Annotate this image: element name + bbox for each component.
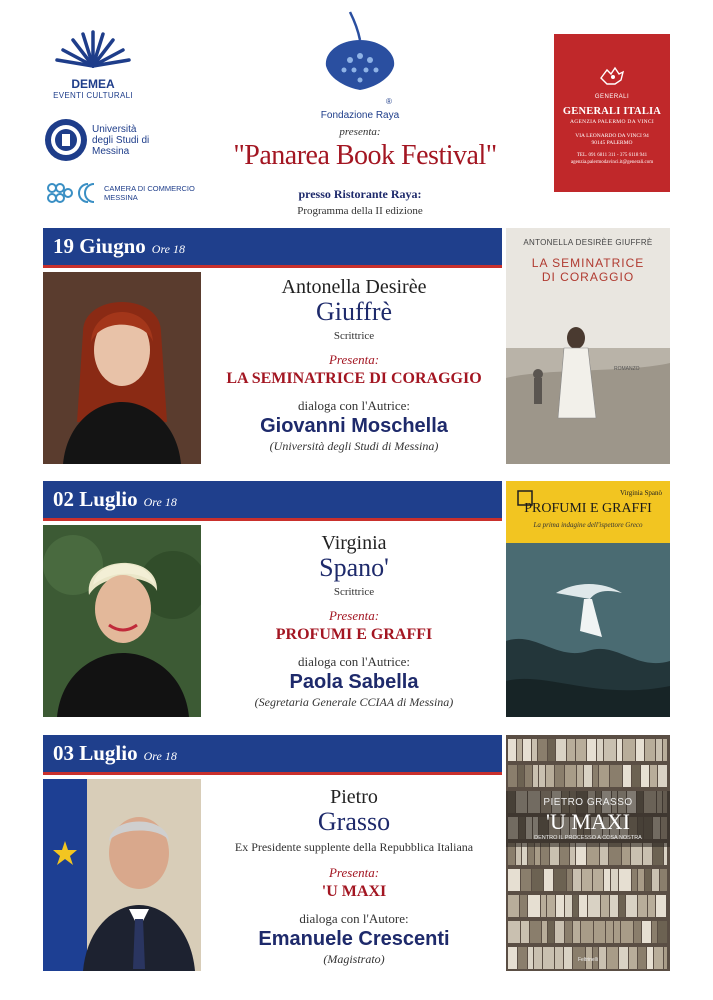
generali-brand: GENERALI	[594, 94, 630, 100]
author-last-name: Grasso	[317, 807, 391, 836]
moderator-affiliation: (Università degli Studi di Messina)	[269, 439, 439, 453]
registered-mark: ®	[386, 97, 392, 106]
demea-name: DEMEA	[71, 77, 115, 91]
event-date: 19 Giugno	[53, 234, 146, 258]
program-line: Programma della II edizione	[297, 205, 423, 217]
festival-title: "Panarea Book Festival"	[233, 140, 497, 171]
event-date: 03 Luglio	[53, 741, 138, 765]
venue-line: presso Ristorante Raya:	[298, 187, 422, 201]
event-info	[205, 786, 503, 967]
generali-sponsor-card	[554, 34, 670, 192]
university-line2: degli Studi di	[92, 134, 150, 146]
book-cover	[506, 228, 670, 464]
event-time: Ore 18	[143, 749, 177, 763]
dialoga-label: dialoga con l'Autrice:	[297, 398, 411, 413]
author-last-name: Spano'	[319, 553, 389, 582]
cover-author: Virginia Spanò	[619, 489, 662, 497]
event-date-band	[43, 481, 502, 521]
author-photo	[43, 525, 201, 717]
author-first-name: Antonella Desirèe	[281, 276, 427, 298]
cover-label: ROMANZO	[614, 366, 640, 372]
cover-subtitle: La prima indagine dell'ispettore Greco	[533, 521, 643, 529]
generali-tel: TEL. 091 6811 311 - 375 6118 941	[576, 153, 648, 158]
presenta-label: Presenta:	[328, 865, 380, 880]
winged-lion-icon	[597, 64, 627, 88]
author-portrait-icon	[43, 779, 201, 971]
presenta-label: Presenta:	[328, 352, 380, 367]
generali-agency: AGENZIA PALERMO DA VINCI	[569, 119, 655, 125]
event-date-band	[43, 735, 502, 775]
author-last-name: Giuffrè	[315, 297, 393, 326]
cover-publisher: Feltrinelli	[577, 957, 598, 963]
author-portrait-icon	[43, 525, 201, 717]
author-role: Scrittrice	[333, 586, 375, 598]
cover-title: 'U MAXI	[545, 809, 630, 834]
book-cover	[506, 481, 670, 717]
book-title: LA SEMINATRICE DI CORAGGIO	[226, 370, 482, 387]
foundation-name: Fondazione Raya	[320, 110, 400, 121]
university-logo	[44, 118, 204, 162]
university-line3: Messina	[92, 145, 130, 157]
event-info	[205, 532, 503, 710]
cover-title-line2: DI CORAGGIO	[541, 270, 635, 284]
author-photo	[43, 272, 201, 464]
demea-logo	[48, 28, 138, 100]
event-date: 02 Luglio	[53, 487, 138, 511]
moderator-affiliation: (Segretaria Generale CCIAA di Messina)	[254, 695, 454, 709]
cover-author: ANTONELLA DESIRÈE GIUFFRÈ	[523, 238, 653, 247]
author-role: Scrittrice	[333, 330, 375, 342]
moderator-affiliation: (Magistrato)	[323, 952, 385, 966]
university-line1: Università	[92, 123, 137, 135]
university-seal-icon	[44, 118, 88, 162]
cover-subtitle: DENTRO IL PROCESSO A COSA NOSTRA	[534, 835, 642, 841]
moderator-name: Paola Sabella	[289, 671, 419, 693]
author-photo	[43, 779, 201, 971]
author-role: Ex Presidente supplente della Repubblica Italiana	[234, 840, 474, 854]
sunburst-icon	[53, 28, 133, 70]
book-cover	[506, 735, 670, 971]
camera-line2: MESSINA	[104, 193, 138, 202]
author-first-name: Pietro	[330, 786, 378, 808]
demea-subtitle: EVENTI CULTURALI	[53, 91, 133, 100]
camera-commercio-logo	[44, 180, 214, 206]
cover-title: PROFUMI E GRAFFI	[524, 501, 652, 516]
event-time: Ore 18	[143, 495, 177, 509]
stingray-logo-icon	[320, 10, 400, 110]
generali-email: agenzia.palermodavinci.it@generali.com	[570, 159, 654, 165]
book-title: 'U MAXI	[321, 883, 387, 900]
author-portrait-icon	[43, 272, 201, 464]
generali-address1: VIA LEONARDO DA VINCI 94	[575, 133, 649, 139]
event-time: Ore 18	[151, 242, 185, 256]
cover-author: PIETRO GRASSO	[543, 797, 633, 808]
author-first-name: Virginia	[321, 532, 387, 554]
moderator-name: Giovanni Moschella	[260, 415, 448, 437]
camera-line1: CAMERA DI COMMERCIO	[104, 184, 195, 193]
presenta-label: Presenta:	[328, 608, 380, 623]
cover-title-line1: LA SEMINATRICE	[531, 256, 645, 270]
moderator-name: Emanuele Crescenti	[258, 928, 450, 950]
camera-commercio-icon	[44, 180, 100, 206]
presenta-label: presenta:	[339, 126, 381, 138]
generali-title: GENERALI ITALIA	[562, 106, 662, 117]
book-title: PROFUMI E GRAFFI	[275, 626, 433, 643]
event-info	[205, 276, 503, 454]
generali-address2: 90145 PALERMO	[591, 140, 633, 146]
dialoga-label: dialoga con l'Autore:	[299, 911, 409, 926]
event-date-band	[43, 228, 502, 268]
dialoga-label: dialoga con l'Autrice:	[297, 654, 411, 669]
